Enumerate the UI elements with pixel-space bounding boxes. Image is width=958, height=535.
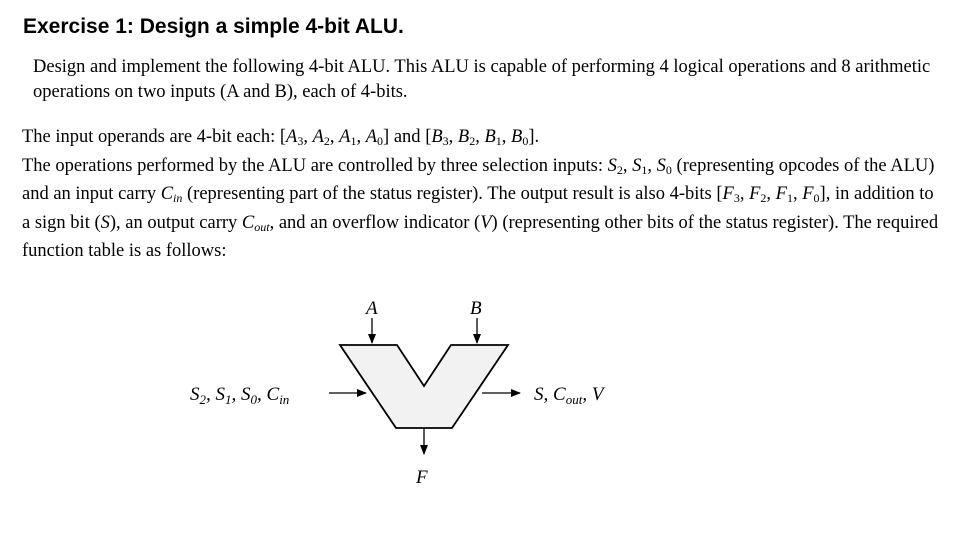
exercise-title: Exercise 1: Design a simple 4-bit ALU. bbox=[23, 15, 404, 38]
input-a-label: A bbox=[366, 298, 378, 319]
output-f-label: F bbox=[416, 467, 428, 488]
alu-symbol bbox=[340, 345, 508, 428]
status-outputs-label: S, $C_{out}$, V bbox=[534, 384, 604, 407]
input-b-label: B bbox=[470, 298, 482, 319]
operands-line: The input operands are 4-bit each: [A3, A2, A1, A0] and [B3, B2, B1, B0]. bbox=[22, 127, 540, 148]
operations-description: The operations performed by the ALU are controlled by three selection inputs: S2, S1, S0 (representing opcodes of the ALU) and an input carry $C_{in}$ (representing part of the status register). The output result is also 4-bits [F3, F2, F1, F0], in addition to a sign bit (S), an output carry $C_{out}$, and an overflow indicator (V) (representing other bits of the status register). The required function table is as follows: bbox=[22, 155, 939, 261]
control-inputs-label: $S_2$, $S_1$, $S_0$, $C_{in}$ bbox=[190, 384, 290, 407]
intro-paragraph: Design and implement the following 4-bit ALU. This ALU is capable of performing 4 logical operations and 8 arithmetic operations on two inputs (A and B), each of 4-bits. bbox=[33, 57, 931, 102]
